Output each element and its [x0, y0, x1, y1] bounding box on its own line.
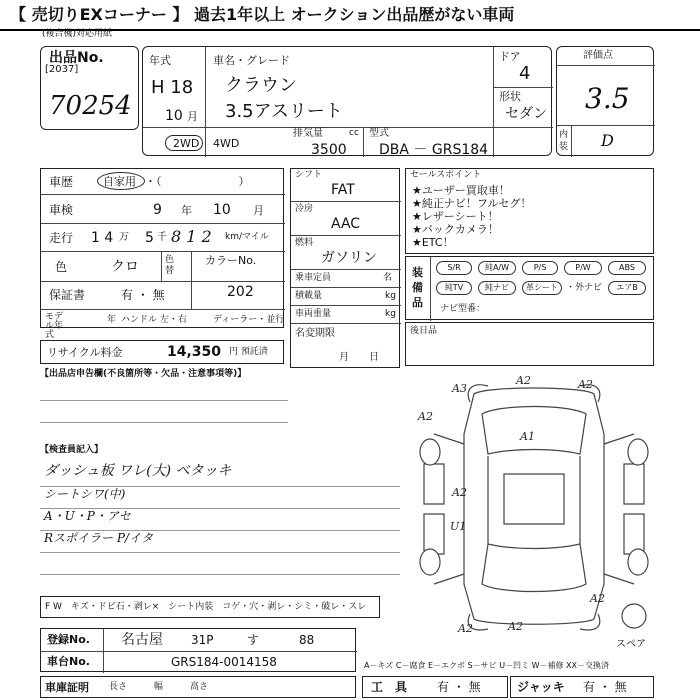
- aircon-value: AAC: [331, 216, 361, 232]
- capacity-label: 乗車定員: [295, 273, 332, 283]
- sales-point-item: ★純正ナビ！フルセグ！: [412, 197, 532, 210]
- equip-airbag: エアB: [608, 281, 646, 295]
- tools-box: [362, 676, 508, 698]
- inspection-year-unit: 年: [181, 204, 192, 217]
- inspection-label: 車検: [49, 203, 74, 217]
- handle-option: ハンドル 左・右: [121, 315, 187, 325]
- seller-note-label: 【出品店申告欄(不良箇所等・欠品・注意事項等)】: [40, 369, 247, 379]
- registration-box: [40, 628, 356, 672]
- damage-mark: U1: [450, 520, 467, 533]
- color-label: 色: [55, 260, 68, 274]
- sales-points-label: セールスポイント: [410, 170, 482, 180]
- dealer-option: ディーラー・並行: [213, 315, 285, 325]
- color-change-label: 色替: [165, 255, 175, 276]
- type-label: 型式: [369, 128, 389, 139]
- displacement-value: 3500: [311, 142, 347, 158]
- inspector-note: Rスポイラー P/イタ: [44, 531, 153, 545]
- lot-box: [40, 46, 139, 130]
- equip-sr: S/R: [436, 261, 472, 275]
- lot-label: 出品No.: [49, 50, 104, 66]
- year-month-unit: 月: [187, 110, 198, 123]
- fuel-label: 燃料: [295, 238, 314, 248]
- tools-value: 有 ・ 無: [437, 680, 481, 694]
- sales-point-item: ★ユーザー買取車！: [412, 184, 510, 197]
- damage-mark: A2: [578, 378, 593, 391]
- garage-cert-label: 車庫証明: [45, 681, 89, 694]
- drivetrain-box: [290, 168, 400, 368]
- body-value: セダン: [505, 106, 548, 122]
- type-value: DBA － GRS184: [379, 142, 489, 158]
- header-bar: [0, 0, 700, 30]
- damage-mark: A2: [590, 592, 605, 605]
- year-label: 年式: [149, 54, 171, 67]
- inspection-month: 10: [213, 202, 231, 218]
- car-outline: [464, 388, 604, 624]
- sales-point-item: ★バックカメラ！: [412, 223, 499, 236]
- model-year-label: モデル年式: [45, 312, 64, 340]
- name-change-label: 名変期限: [295, 328, 335, 339]
- warranty-value: 有 ・ 無: [121, 288, 165, 302]
- load-label: 積載量: [295, 291, 323, 301]
- body-label: 形状: [499, 90, 521, 103]
- sales-points-box: [405, 168, 654, 254]
- history-label: 車歴: [49, 175, 74, 189]
- doors-value: 4: [519, 63, 531, 84]
- chassis-label: 車台No.: [47, 655, 90, 668]
- history-value: 自家用: [103, 175, 136, 188]
- load-unit: kg: [385, 291, 396, 301]
- interior-label: 内装: [559, 130, 569, 152]
- jack-label: ジャッキ: [517, 680, 565, 694]
- navi-model-label: ナビ型番：: [440, 304, 486, 314]
- aircon-label: 冷房: [295, 204, 314, 214]
- sales-point-item: ★レザーシート！: [412, 210, 499, 223]
- tools-label: 工 具: [371, 680, 408, 694]
- post-date-box: [405, 322, 654, 366]
- registration-kana: す: [247, 633, 260, 647]
- equip-alloy-wheel: 純A/W: [478, 261, 516, 275]
- damage-mark: A2: [418, 410, 433, 423]
- post-date-label: 後日品: [410, 326, 438, 336]
- warranty-label: 保証書: [49, 288, 86, 302]
- registration-number: 88: [299, 633, 315, 647]
- inspector-label: 【検査員記入】: [40, 445, 104, 455]
- year-era: H 18: [151, 77, 194, 98]
- equipment-box: [405, 256, 654, 320]
- spare-label: スペア: [616, 639, 646, 650]
- model-name: クラウン: [225, 75, 297, 96]
- mileage-unit: km/マイル: [225, 232, 269, 242]
- model-label: 車名・グレード: [213, 54, 290, 67]
- interior-value: D: [601, 131, 614, 150]
- score-label: 評価点: [583, 50, 613, 61]
- model-grade: 3.5アスリート: [225, 101, 343, 122]
- mileage-u2: 千: [157, 232, 167, 243]
- equip-navi: 純ナビ: [478, 281, 516, 295]
- recycle-unit: 円 預託済: [229, 347, 268, 357]
- damage-mark: A2: [452, 486, 467, 499]
- sheet-note-top: (複合機)対応用紙: [42, 29, 113, 39]
- wheel-rear-right: [628, 549, 648, 575]
- name-change-unit: 月 日: [339, 352, 379, 363]
- wheel-front-right: [628, 439, 648, 465]
- equipment-label: 装備品: [412, 266, 423, 309]
- damage-legend: A－キズ C－腐食 E－エクボ S－サビ U－凹ミ W－補修 XX－交換済: [364, 661, 610, 670]
- registration-label: 登録No.: [47, 633, 90, 646]
- garage-cert-sub: 長さ 幅 高さ: [109, 682, 209, 692]
- car-diagram: [404, 374, 666, 640]
- wheel-rear-left: [420, 549, 440, 575]
- history-rest: ・（ ）: [145, 175, 250, 188]
- weight-label: 車両重量: [295, 309, 332, 319]
- registration-city: 名古屋: [121, 632, 163, 648]
- weight-unit: kg: [385, 309, 396, 319]
- color-code-label: カラーNo.: [205, 254, 257, 267]
- damage-mark: A2: [458, 622, 473, 635]
- color-value: クロ: [111, 259, 139, 275]
- score-value: 3.5: [585, 82, 630, 115]
- year-month: 10: [165, 108, 183, 124]
- equip-tv: 純TV: [436, 281, 472, 295]
- lot-stamp: [2037]: [45, 64, 79, 75]
- jack-box: [510, 676, 654, 698]
- condition-row: [40, 596, 380, 618]
- spare-wheel: [622, 604, 646, 628]
- recycle-value: 14,350: [167, 344, 222, 360]
- lot-number: 70254: [49, 91, 132, 121]
- chassis-value: GRS184-0014158: [171, 655, 277, 669]
- recycle-label: リサイクル料金: [47, 346, 123, 359]
- drive-2wd-label: 2WD: [173, 137, 200, 150]
- equip-power-steering: P/S: [522, 261, 558, 275]
- vehicle-detail-box: [40, 168, 285, 340]
- displacement-unit: cc: [349, 128, 359, 138]
- doors-label: ドア: [499, 50, 521, 63]
- capacity-unit: 名: [383, 273, 393, 283]
- condition-text: F W キズ・ドビ石・剥レ× シート内装 コゲ・穴・剥レ・シミ・破レ・スレ: [45, 602, 367, 612]
- drive-4wd-label: 4WD: [213, 137, 240, 150]
- damage-mark: A3: [452, 382, 467, 395]
- equip-power-window: P/W: [564, 261, 602, 275]
- damage-mark: A2: [516, 374, 531, 387]
- displacement-label: 排気量: [293, 128, 323, 139]
- mileage-u1: 万: [119, 232, 129, 243]
- mileage-label: 走行: [49, 231, 74, 245]
- model-year-unit: 年: [107, 315, 117, 325]
- top-info-box: [142, 46, 552, 156]
- wheel-front-left: [420, 439, 440, 465]
- garage-cert-box: [40, 676, 356, 698]
- inspection-year: 9: [153, 202, 162, 218]
- registration-class: 31P: [191, 633, 214, 647]
- shift-label: シフト: [295, 170, 323, 180]
- mileage-v1: 1 4: [91, 230, 114, 246]
- equip-leather-seat: 革シート: [522, 281, 562, 295]
- damage-mark: A2: [508, 620, 523, 633]
- mileage-v3: 8 1 2: [171, 227, 212, 246]
- damage-mark: A1: [520, 430, 535, 443]
- sales-point-item: ★ETC！: [412, 236, 454, 249]
- shift-value: FAT: [331, 182, 355, 198]
- inspector-note: A・U・P・アセ: [44, 509, 131, 523]
- fuel-value: ガソリン: [321, 250, 377, 266]
- header-title: 【 売切りEXコーナー 】 過去1年以上 オークション出品歴がない車両: [10, 5, 515, 24]
- score-box: [556, 46, 654, 156]
- recycle-box: [40, 340, 284, 364]
- inspector-note: シートシワ(中): [44, 487, 126, 501]
- mileage-v2: 5: [145, 230, 154, 246]
- equip-abs: ABS: [608, 261, 646, 275]
- inspection-month-unit: 月: [253, 204, 264, 217]
- equip-external-navi: ・外ナビ: [566, 283, 603, 293]
- color-code: 202: [227, 284, 254, 300]
- jack-value: 有 ・ 無: [583, 680, 627, 694]
- inspector-note: ダッシュ板 ワレ(大) ベタッキ: [44, 463, 232, 479]
